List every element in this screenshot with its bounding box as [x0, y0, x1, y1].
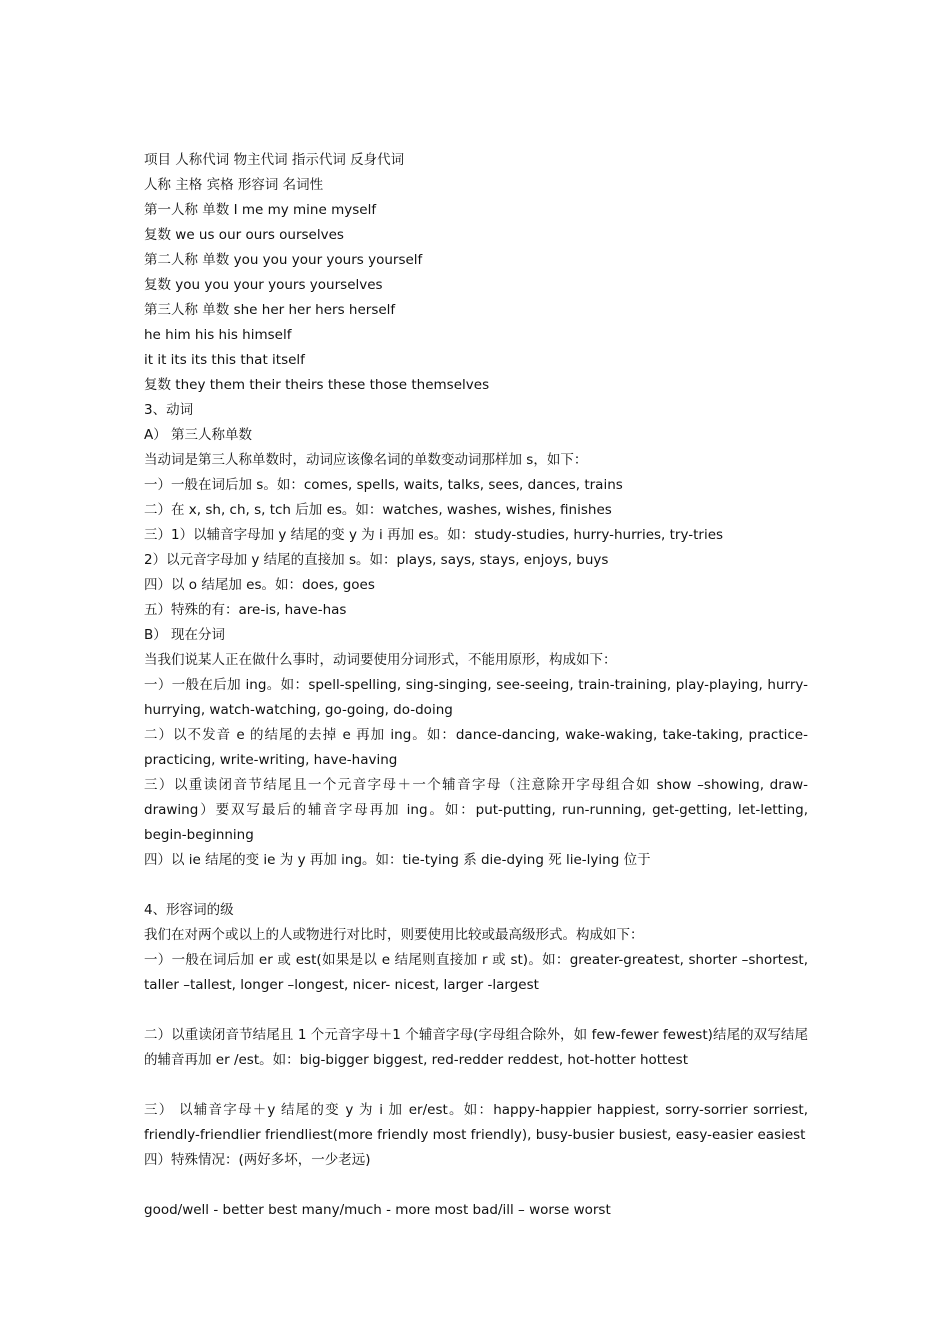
subsection-heading-present-participle: B） 现在分词	[144, 627, 226, 643]
rule-line: 四）以 o 结尾加 es。如：does, goes	[144, 577, 375, 593]
section-heading-adjectives: 4、形容词的级	[144, 902, 234, 918]
text-line: 当我们说某人正在做什么事时，动词要使用分词形式，不能用原形，构成如下：	[144, 652, 617, 668]
text-line: he him his his himself	[144, 327, 292, 343]
text-line: 复数 we us our ours ourselves	[144, 227, 344, 243]
document-body	[144, 148, 808, 1223]
rule-paragraph: 四）以 ie 结尾的变 ie 为 y 再加 ing。如：tie-tying 系 die-dying 死 lie-lying 位于	[144, 852, 651, 868]
blank-line	[144, 998, 808, 1023]
rule-line: 三）1）以辅音字母加 y 结尾的变 y 为 i 再加 es。如：study-studies, hurry-hurries, try-tries	[144, 527, 724, 543]
text-line: 第一人称 单数 I me my mine myself	[144, 202, 377, 218]
text-line: 当动词是第三人称单数时，动词应该像名词的单数变动词那样加 s，如下：	[144, 452, 588, 468]
rule-line: 一）一般在词后加 s。如：comes, spells, waits, talks, sees, dances, trains	[144, 477, 623, 493]
blank-line	[144, 873, 808, 898]
text-line: 复数 you you your yours yourselves	[144, 277, 383, 293]
rule-paragraph: 一）一般在后加 ing。如：spell-spelling, sing-singing, see-seeing, train-training, play-playing, hurry-hurrying, watch-watching, go-going, do-doing	[144, 677, 808, 718]
rule-paragraph: 二）以重读闭音节结尾且 1 个元音字母＋1 个辅音字母(字母组合除外，如 few-fewer fewest)结尾的双写结尾的辅音再加 er /est。如：big-bigger biggest, red-redder reddest, hot-hotter hottest	[144, 1027, 808, 1068]
text-line: 人称 主格 宾格 形容词 名词性	[144, 177, 324, 193]
blank-line	[144, 1173, 808, 1198]
rule-line: 五）特殊的有：are-is, have-has	[144, 602, 347, 618]
text-line: 我们在对两个或以上的人或物进行对比时，则要使用比较或最高级形式。构成如下：	[144, 927, 644, 943]
rule-paragraph: 一）一般在词后加 er 或 est(如果是以 e 结尾则直接加 r 或 st)。如：greater-greatest, shorter –shortest, taller –tallest, longer –longest, nicer- nicest, larger -largest	[144, 952, 808, 993]
rule-line: 二）在 x, sh, ch, s, tch 后加 es。如：watches, washes, wishes, finishes	[144, 502, 612, 518]
section-heading-verbs: 3、动词	[144, 402, 194, 418]
text-line: 复数 they them their theirs these those themselves	[144, 377, 490, 393]
rule-paragraph: 二）以不发音 e 的结尾的去掉 e 再加 ing。如：dance-dancing, wake-waking, take-taking, practice-practicing, write-writing, have-having	[144, 727, 808, 768]
rule-paragraph: 三）以重读闭音节结尾且一个元音字母＋一个辅音字母（注意除开字母组合如 show –showing, draw-drawing）要双写最后的辅音字母再加 ing。如：put-putting, run-running, get-getting, let-letting, begin-beginning	[144, 777, 808, 843]
rule-line: 四）特殊情况：(两好多坏，一少老远)	[144, 1152, 371, 1168]
rule-paragraph: 三） 以辅音字母＋y 结尾的变 y 为 i 加 er/est。如：happy-happier happiest, sorry-sorrier sorriest, friendly-friendlier friendliest(more friendly most friendly), busy-busier busiest, easy-easier easiest	[144, 1102, 808, 1143]
text-line: it it its its this that itself	[144, 352, 305, 368]
text-line: 项目 人称代词 物主代词 指示代词 反身代词	[144, 152, 405, 168]
irregular-forms-line: good/well - better best many/much - more most bad/ill – worse worst	[144, 1202, 611, 1218]
rule-line: 2）以元音字母加 y 结尾的直接加 s。如：plays, says, stays, enjoys, buys	[144, 552, 609, 568]
text-line: 第三人称 单数 she her her hers herself	[144, 302, 396, 318]
blank-line	[144, 1073, 808, 1098]
text-line: 第二人称 单数 you you your yours yourself	[144, 252, 423, 268]
subsection-heading-third-person: A） 第三人称单数	[144, 427, 253, 443]
